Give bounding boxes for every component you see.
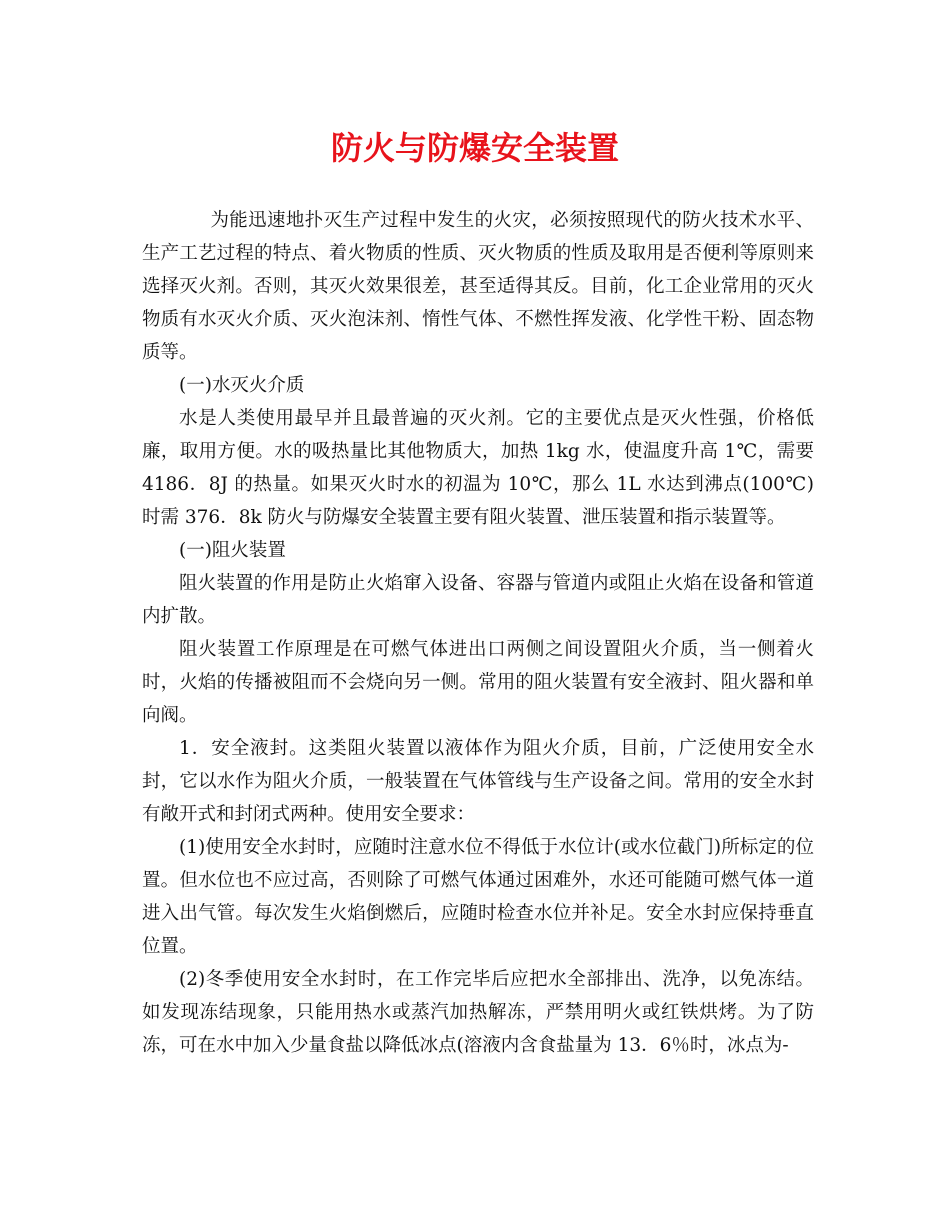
section-heading-flame-arrester: (一)阻火装置 xyxy=(179,540,286,561)
rule-1-paragraph: (1)使用安全水封时，应随时注意水位不得低于水位计(或水位截门)所标定的位置。但水位也不应过高，否则除了可燃气体通过困难外，水还可能随可燃气体一道进入出气管。每次发生火焰倒燃后，应随时检查水位并补足。安全水封应保持垂直位置。 xyxy=(142,837,814,957)
document-title: 防火与防爆安全装置 xyxy=(330,129,619,167)
water-paragraph: 水是人类使用最早并且最普遍的灭火剂。它的主要优点是灭火性强，价格低廉，取用方便。水的吸热量比其他物质大，加热 1kg 水，使温度升高 1℃，需要 4186．8J 的热量。如果灭火时水的初温为 10℃，那么 1L 水达到沸点(100℃)时需 376．8k 防火与防爆安全装置主要有阻火装置、泄压装置和指示装置等。 xyxy=(142,408,814,528)
flame-arrester-purpose-paragraph: 阻火装置的作用是防止火焰窜入设备、容器与管道内或阻止火焰在设备和管道内扩散。 xyxy=(142,573,814,627)
document-body xyxy=(142,204,814,1062)
intro-paragraph: 为能迅速地扑灭生产过程中发生的火灾，必须按照现代的防火技术水平、生产工艺过程的特点、着火物质的性质、灭火物质的性质及取用是否便利等原则来选择灭火剂。否则，其灭火效果很差，甚至适得其反。目前，化工企业常用的灭火物质有水灭火介质、灭火泡沫剂、惰性气体、不燃性挥发液、化学性干粉、固态物质等。 xyxy=(142,210,814,363)
rule-2-paragraph: (2)冬季使用安全水封时，在工作完毕后应把水全部排出、洗净，以免冻结。如发现冻结现象，只能用热水或蒸汽加热解冻，严禁用明火或红铁烘烤。为了防冻，可在水中加入少量食盐以降低冰点(溶液内含食盐量为 13．6％时，冰点为- xyxy=(142,969,814,1056)
liquid-seal-paragraph: 1．安全液封。这类阻火装置以液体作为阻火介质，目前，广泛使用安全水封，它以水作为阻火介质，一般装置在气体管线与生产设备之间。常用的安全水封有敞开式和封闭式两种。使用安全要求： xyxy=(142,738,814,825)
section-heading-water: (一)水灭火介质 xyxy=(179,375,305,396)
flame-arrester-principle-paragraph: 阻火装置工作原理是在可燃气体进出口两侧之间设置阻火介质，当一侧着火时，火焰的传播被阻而不会烧向另一侧。常用的阻火装置有安全液封、阻火器和单向阀。 xyxy=(142,639,814,726)
